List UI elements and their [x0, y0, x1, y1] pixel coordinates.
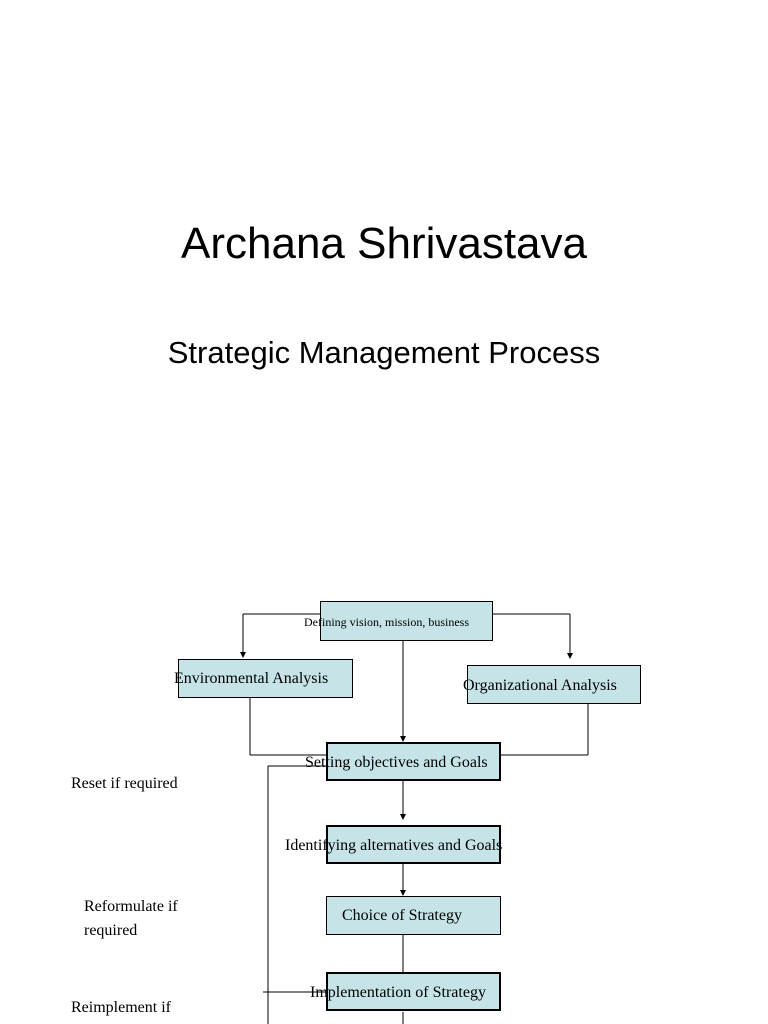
reformulate-note: Reformulate if required — [84, 898, 178, 939]
objectives-label: Setting objectives and Goals — [305, 754, 488, 771]
slide-subtitle: Strategic Management Process — [167, 335, 601, 370]
slide-title: Archana Shrivastava — [181, 219, 587, 268]
reset-note: Reset if required — [71, 775, 178, 792]
choice-label: Choice of Strategy — [342, 907, 462, 924]
environmental-label: Environmental Analysis — [174, 670, 329, 687]
organizational-label: Organizational Analysis — [463, 677, 617, 694]
implementation-label: Implementation of Strategy — [310, 984, 486, 1001]
vision-label: Defining vision, mission, business — [304, 615, 470, 629]
alternatives-label: Identifying alternatives and Goals — [285, 837, 503, 854]
reimplement-note: Reimplement if — [71, 999, 171, 1016]
